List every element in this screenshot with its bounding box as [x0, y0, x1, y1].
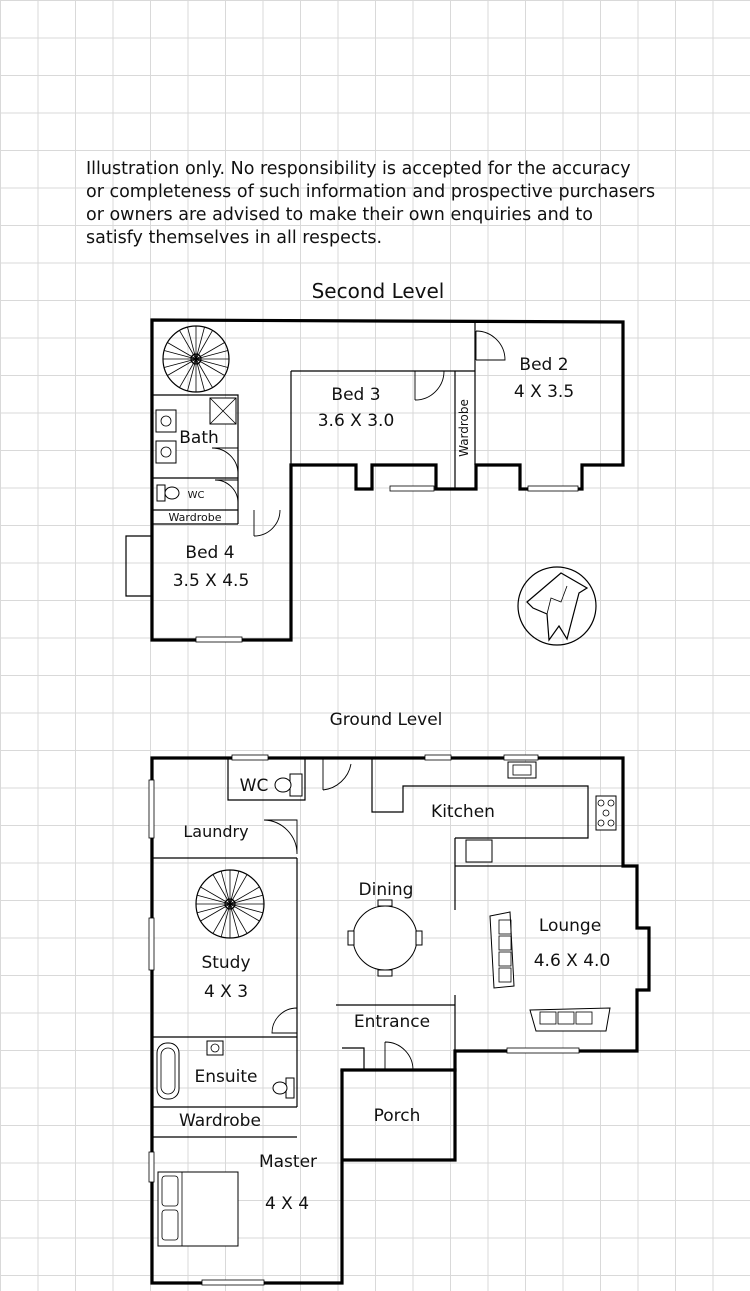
window: [504, 755, 538, 760]
room-size-bed-2: 4 X 3.5: [513, 382, 575, 402]
basin-icon: [207, 1041, 223, 1055]
window: [149, 1152, 154, 1182]
window: [196, 637, 242, 642]
door: [212, 448, 238, 474]
bed-icon: [158, 1172, 238, 1246]
north-arrow-icon: [518, 567, 596, 645]
window: [149, 918, 154, 970]
room-name-study: Study: [201, 953, 251, 973]
room-size-master: 4 X 4: [264, 1194, 310, 1214]
disclaimer-line: or owners are advised to make their own enquiries and to: [86, 205, 593, 225]
fridge-icon: [466, 840, 492, 862]
basin-icon: [156, 410, 176, 432]
room-name-laundry: Laundry: [183, 822, 249, 841]
room-name-porch: Porch: [373, 1106, 421, 1126]
door: [254, 510, 280, 536]
room-size-bed-4: 3.5 X 4.5: [172, 571, 250, 591]
window: [149, 780, 154, 838]
room-name-kitchen: Kitchen: [431, 802, 495, 822]
room-name-wardrobe: Wardrobe: [457, 399, 471, 457]
ground-level-plan: [149, 710, 649, 1285]
door: [385, 1042, 413, 1070]
disclaimer-line: or completeness of such information and prospective purchasers: [86, 182, 656, 202]
room-name-entrance: Entrance: [353, 1012, 431, 1032]
stove-icon: [596, 796, 616, 830]
room-name-ensuite: Ensuite: [194, 1067, 258, 1087]
room-name-bed-2: Bed 2: [519, 355, 569, 375]
window: [507, 1048, 579, 1053]
toilet-icon: [273, 1078, 294, 1098]
room-name-master: Master: [258, 1152, 318, 1172]
window: [528, 486, 578, 491]
room-name-bed-4: Bed 4: [185, 543, 235, 563]
sink-icon: [508, 762, 536, 778]
door: [215, 480, 238, 503]
ground-level-title: Ground Level: [329, 710, 443, 730]
door: [272, 1008, 297, 1033]
room-size-study: 4 X 3: [203, 982, 249, 1002]
sofa-icon: [530, 1008, 610, 1031]
door: [264, 820, 297, 854]
disclaimer-line: satisfy themselves in all respects.: [86, 228, 383, 248]
disclaimer-line: Illustration only. No responsibility is accepted for the accuracy: [86, 159, 631, 179]
room-name-wardrobe: Wardrobe: [179, 1111, 261, 1131]
door: [476, 331, 505, 360]
window: [425, 755, 451, 760]
second-level-title: Second Level: [311, 279, 445, 303]
door: [415, 371, 444, 400]
second-level-plan: [126, 279, 623, 645]
toilet-icon: [157, 485, 165, 501]
room-name-bath: Bath: [179, 428, 219, 448]
window: [202, 1280, 264, 1285]
room-name-lounge: Lounge: [538, 916, 602, 936]
bay-window: [126, 536, 152, 596]
room-size-lounge: 4.6 X 4.0: [533, 951, 611, 971]
toilet-icon: [275, 774, 302, 796]
room-name-bed-3: Bed 3: [331, 385, 381, 405]
door: [323, 758, 351, 790]
room-name-wc: WC: [239, 776, 269, 796]
bathtub-icon: [157, 1043, 179, 1099]
room-size-bed-3: 3.6 X 3.0: [317, 411, 395, 431]
window: [232, 755, 268, 760]
window: [390, 486, 434, 491]
basin-icon: [156, 441, 176, 463]
room-name-wardrobe: Wardrobe: [168, 511, 222, 524]
spiral-stair-icon: [163, 326, 229, 392]
room-name-dining: Dining: [358, 880, 414, 900]
sofa-icon: [490, 912, 514, 988]
dining-table-icon: [348, 900, 422, 976]
room-name-wc: WC: [187, 490, 205, 501]
spiral-stair-icon: [196, 870, 264, 938]
